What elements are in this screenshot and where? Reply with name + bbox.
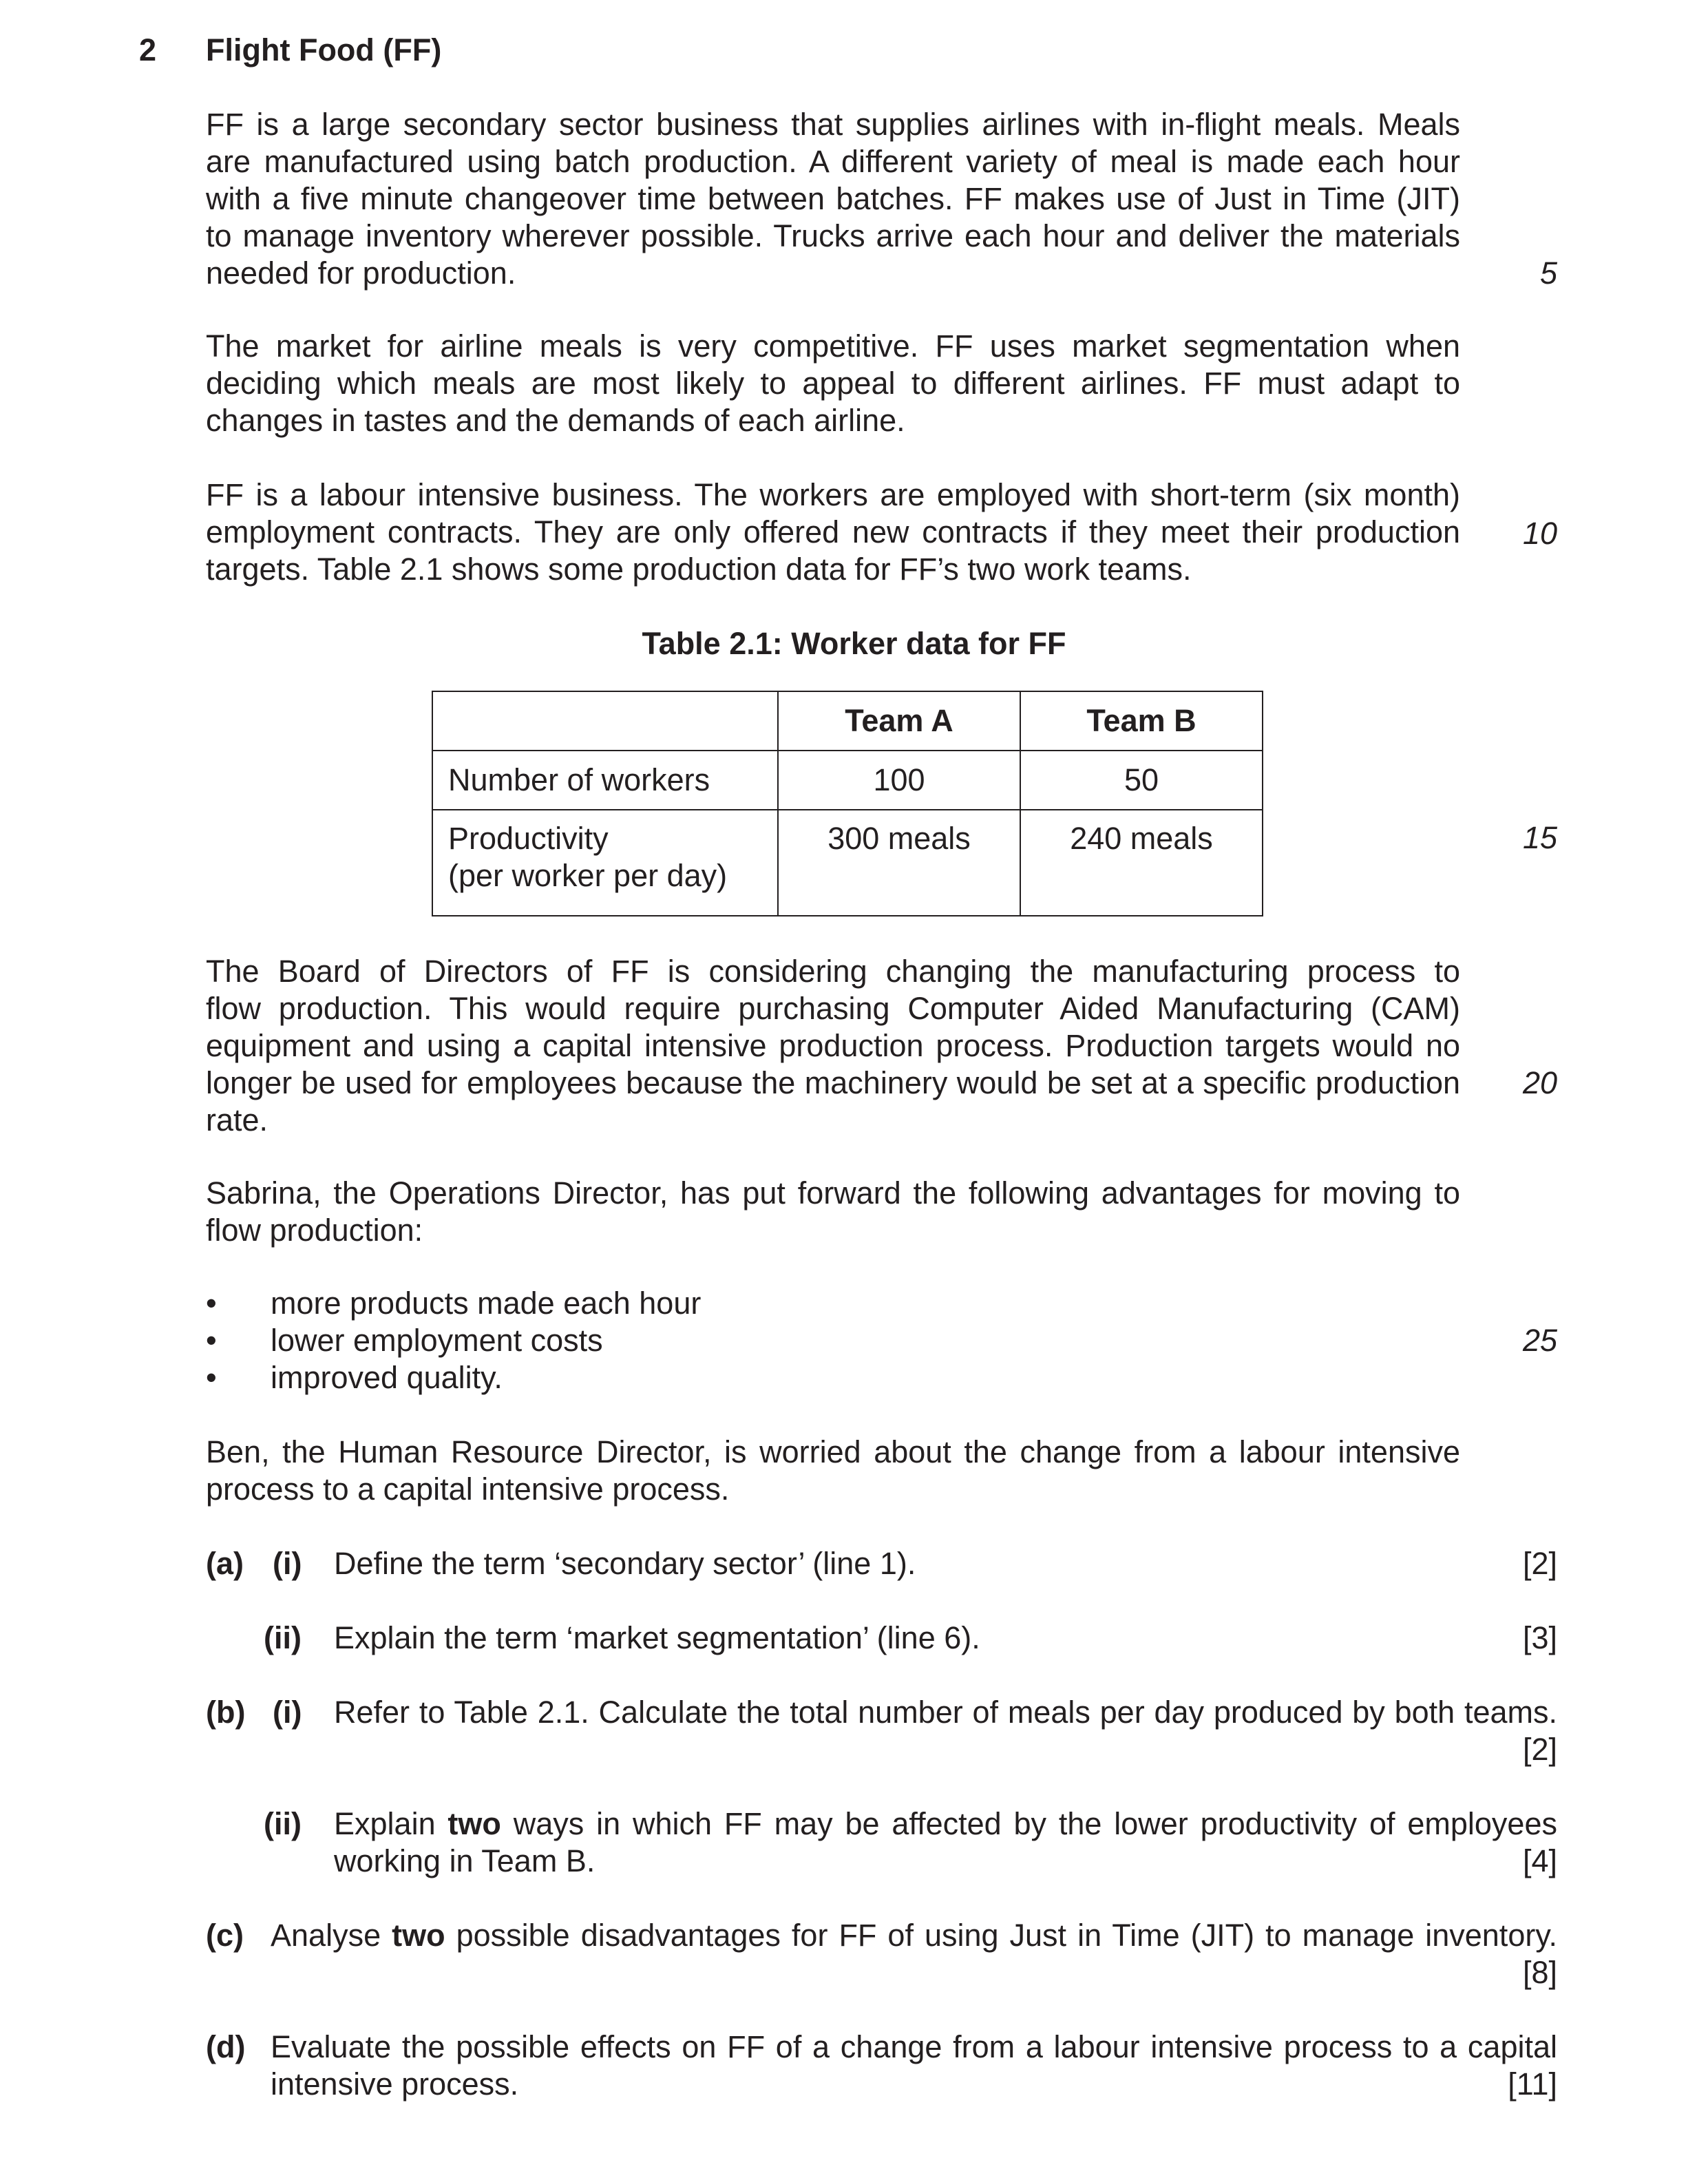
list-item-text: lower employment costs <box>271 1323 603 1358</box>
text-line: targets. Table 2.1 shows some production data for FF’s two work teams. <box>206 552 1192 587</box>
text-line: FF is a large secondary sector business that supplies airlines with in-flight meals. Meals <box>206 107 1460 142</box>
text-line: The Board of Directors of FF is considering changing the manufacturing process to <box>206 954 1460 989</box>
question-d-mark: [11] <box>1508 2066 1557 2102</box>
case-study-title: Flight Food (FF) <box>206 32 442 67</box>
table-row <box>432 751 1263 810</box>
text-line: deciding which meals are most likely to appeal to different airlines. FF must adapt to <box>206 366 1460 401</box>
list-item <box>206 1322 701 1359</box>
question-number: 2 <box>139 32 157 67</box>
text-line: equipment and using a capital intensive production process. Production targets would no <box>206 1028 1460 1063</box>
question-a-ii-label: (ii) <box>264 1620 302 1655</box>
question-b-i-mark: [2] <box>1522 1732 1557 1767</box>
question-b-ii-text <box>334 1805 1557 1880</box>
emphasis-text: two <box>447 1806 501 1841</box>
question-b-i-label: (i) <box>273 1695 302 1730</box>
question-b-label: (b) <box>206 1695 246 1730</box>
team-b-value: 50 <box>1020 751 1263 810</box>
table-header-empty <box>432 691 778 751</box>
row-label-line-2: (per worker per day) <box>448 858 728 893</box>
table-title: Table 2.1: Worker data for FF <box>642 626 1066 661</box>
text-line: Evaluate the possible effects on FF of a change from a labour intensive process to a capital <box>271 2029 1557 2064</box>
paragraph-2 <box>206 328 1460 439</box>
question-c-text <box>271 1917 1557 1954</box>
row-label-line-1: Productivity <box>448 821 609 856</box>
question-a-i-mark: [2] <box>1522 1546 1557 1581</box>
text-segment: possible disadvantages for FF of using Just in Time (JIT) to manage inventory. <box>445 1918 1557 1953</box>
question-c-label: (c) <box>206 1918 244 1953</box>
line-number: 20 <box>1522 1065 1557 1100</box>
emphasis-text: two <box>392 1918 445 1953</box>
paragraph-5 <box>206 1175 1460 1249</box>
list-item-text: more products made each hour <box>271 1286 702 1321</box>
worker-data-table <box>432 691 1263 916</box>
question-b-i-text <box>334 1694 1557 1731</box>
team-b-value: 240 meals <box>1020 810 1263 916</box>
list-item <box>206 1359 701 1396</box>
team-a-value: 300 meals <box>778 810 1020 916</box>
table-row <box>432 810 1263 916</box>
table-header-team-a: Team A <box>778 691 1020 751</box>
question-d-label: (d) <box>206 2029 246 2064</box>
question-a-label: (a) <box>206 1546 244 1581</box>
text-line: needed for production. <box>206 255 516 291</box>
text-segment: ways in which FF may be affected by the lower productivity of employees <box>500 1806 1557 1841</box>
text-line: working in Team B. <box>334 1843 595 1878</box>
paragraph-1 <box>206 106 1460 292</box>
text-line <box>271 1917 1557 1954</box>
text-line: Sabrina, the Operations Director, has put forward the following advantages for moving to <box>206 1175 1460 1211</box>
question-b-ii-label: (ii) <box>264 1806 302 1841</box>
question-a-ii-text: Explain the term ‘market segmentation’ (line 6). <box>334 1620 980 1655</box>
text-line: flow production. This would require purchasing Computer Aided Manufacturing (CAM) <box>206 991 1460 1026</box>
question-c-mark: [8] <box>1522 1955 1557 1990</box>
text-line: flow production: <box>206 1213 423 1248</box>
paragraph-4 <box>206 953 1460 1139</box>
text-line: rate. <box>206 1102 268 1138</box>
text-line: The market for airline meals is very competitive. FF uses market segmentation when <box>206 328 1460 364</box>
bullet-icon: • <box>206 1286 217 1321</box>
question-a-i-text: Define the term ‘secondary sector’ (line 1). <box>334 1546 916 1581</box>
table-header-row <box>432 691 1263 751</box>
text-line: intensive process. <box>271 2066 519 2102</box>
bullet-icon: • <box>206 1323 217 1358</box>
line-number: 15 <box>1522 820 1557 855</box>
text-line: with a five minute changeover time between batches. FF makes use of Just in Time (JIT) <box>206 181 1460 216</box>
text-line: Refer to Table 2.1. Calculate the total number of meals per day produced by both teams. <box>334 1695 1557 1730</box>
text-line: changes in tastes and the demands of each airline. <box>206 403 905 438</box>
question-d-text <box>271 2029 1557 2103</box>
bullet-icon: • <box>206 1360 217 1395</box>
text-line: longer be used for employees because the machinery would be set at a specific production <box>206 1065 1460 1100</box>
row-label: Number of workers <box>432 751 778 810</box>
question-b-ii-mark: [4] <box>1522 1843 1557 1878</box>
text-line: are manufactured using batch production. A different variety of meal is made each hour <box>206 144 1460 179</box>
question-a-ii-mark: [3] <box>1522 1620 1557 1655</box>
question-a-i-label: (i) <box>273 1546 302 1581</box>
line-number: 25 <box>1522 1323 1557 1358</box>
table-header-team-b: Team B <box>1020 691 1263 751</box>
paragraph-6 <box>206 1434 1460 1508</box>
list-item-text: improved quality. <box>271 1360 503 1395</box>
list-item <box>206 1285 701 1322</box>
text-line: FF is a labour intensive business. The workers are employed with short-term (six month) <box>206 477 1460 512</box>
text-segment: Analyse <box>271 1918 392 1953</box>
text-line: process to a capital intensive process. <box>206 1471 730 1507</box>
team-a-value: 100 <box>778 751 1020 810</box>
text-segment: Explain <box>334 1806 448 1841</box>
row-label <box>432 810 778 916</box>
text-line: Ben, the Human Resource Director, is worried about the change from a labour intensive <box>206 1434 1460 1469</box>
paragraph-3 <box>206 476 1460 588</box>
advantages-list <box>206 1285 701 1396</box>
line-number: 10 <box>1522 516 1557 551</box>
text-line <box>334 1805 1557 1843</box>
line-number: 5 <box>1539 255 1557 291</box>
text-line: to manage inventory wherever possible. Trucks arrive each hour and deliver the materials <box>206 218 1460 253</box>
text-line: employment contracts. They are only offered new contracts if they meet their production <box>206 514 1460 549</box>
